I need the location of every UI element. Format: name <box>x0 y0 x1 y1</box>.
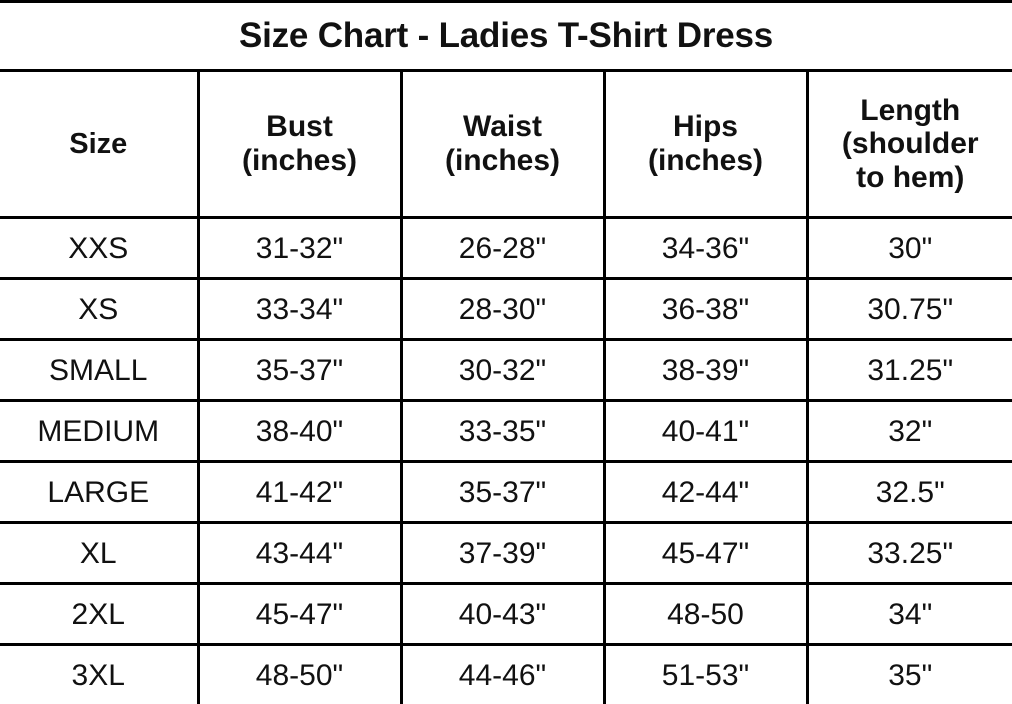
cell-hips: 51-53" <box>604 645 807 704</box>
table-row <box>0 340 1012 401</box>
cell-waist: 35-37" <box>401 462 604 523</box>
cell-hips: 48-50 <box>604 584 807 645</box>
cell-waist: 44-46" <box>401 645 604 704</box>
cell-size: LARGE <box>0 462 198 523</box>
cell-bust: 38-40" <box>198 401 401 462</box>
cell-size: MEDIUM <box>0 401 198 462</box>
cell-bust: 41-42" <box>198 462 401 523</box>
cell-bust: 43-44" <box>198 523 401 584</box>
cell-hips: 42-44" <box>604 462 807 523</box>
cell-size: XL <box>0 523 198 584</box>
cell-length: 31.25" <box>807 340 1012 401</box>
cell-size: 2XL <box>0 584 198 645</box>
column-header-waist-line-2: (inches) <box>407 144 599 178</box>
column-header-bust-line-2: (inches) <box>204 144 396 178</box>
cell-bust: 31-32" <box>198 218 401 279</box>
table-row <box>0 645 1012 704</box>
cell-hips: 36-38" <box>604 279 807 340</box>
cell-waist: 37-39" <box>401 523 604 584</box>
cell-hips: 40-41" <box>604 401 807 462</box>
cell-size: SMALL <box>0 340 198 401</box>
cell-hips: 38-39" <box>604 340 807 401</box>
cell-length: 30.75" <box>807 279 1012 340</box>
cell-bust: 48-50" <box>198 645 401 704</box>
cell-bust: 45-47" <box>198 584 401 645</box>
column-header-waist <box>401 71 604 218</box>
cell-bust: 35-37" <box>198 340 401 401</box>
column-header-hips-line-1: Hips <box>610 110 802 144</box>
column-header-length <box>807 71 1012 218</box>
cell-size: XXS <box>0 218 198 279</box>
cell-waist: 40-43" <box>401 584 604 645</box>
column-header-bust-line-1: Bust <box>204 110 396 144</box>
cell-waist: 30-32" <box>401 340 604 401</box>
column-header-length-line-1: Length <box>813 94 1009 128</box>
table-row <box>0 584 1012 645</box>
title-row <box>0 2 1012 71</box>
cell-waist: 26-28" <box>401 218 604 279</box>
column-header-hips <box>604 71 807 218</box>
table-row <box>0 279 1012 340</box>
cell-bust: 33-34" <box>198 279 401 340</box>
cell-hips: 45-47" <box>604 523 807 584</box>
cell-length: 33.25" <box>807 523 1012 584</box>
chart-title: Size Chart - Ladies T-Shirt Dress <box>0 2 1012 71</box>
cell-waist: 28-30" <box>401 279 604 340</box>
cell-waist: 33-35" <box>401 401 604 462</box>
cell-size: XS <box>0 279 198 340</box>
table-row <box>0 218 1012 279</box>
cell-length: 34" <box>807 584 1012 645</box>
cell-length: 35" <box>807 645 1012 704</box>
table-row <box>0 462 1012 523</box>
column-header-hips-line-2: (inches) <box>610 144 802 178</box>
column-header-length-line-2: (shoulder <box>813 127 1009 161</box>
column-header-size <box>0 71 198 218</box>
cell-hips: 34-36" <box>604 218 807 279</box>
column-header-waist-line-1: Waist <box>407 110 599 144</box>
table-row <box>0 401 1012 462</box>
table-row <box>0 523 1012 584</box>
column-header-bust <box>198 71 401 218</box>
cell-size: 3XL <box>0 645 198 704</box>
column-header-length-line-3: to hem) <box>813 161 1009 195</box>
column-header-size-line-1: Size <box>4 128 193 160</box>
cell-length: 32" <box>807 401 1012 462</box>
cell-length: 30" <box>807 218 1012 279</box>
table-header-row <box>0 71 1012 218</box>
cell-length: 32.5" <box>807 462 1012 523</box>
